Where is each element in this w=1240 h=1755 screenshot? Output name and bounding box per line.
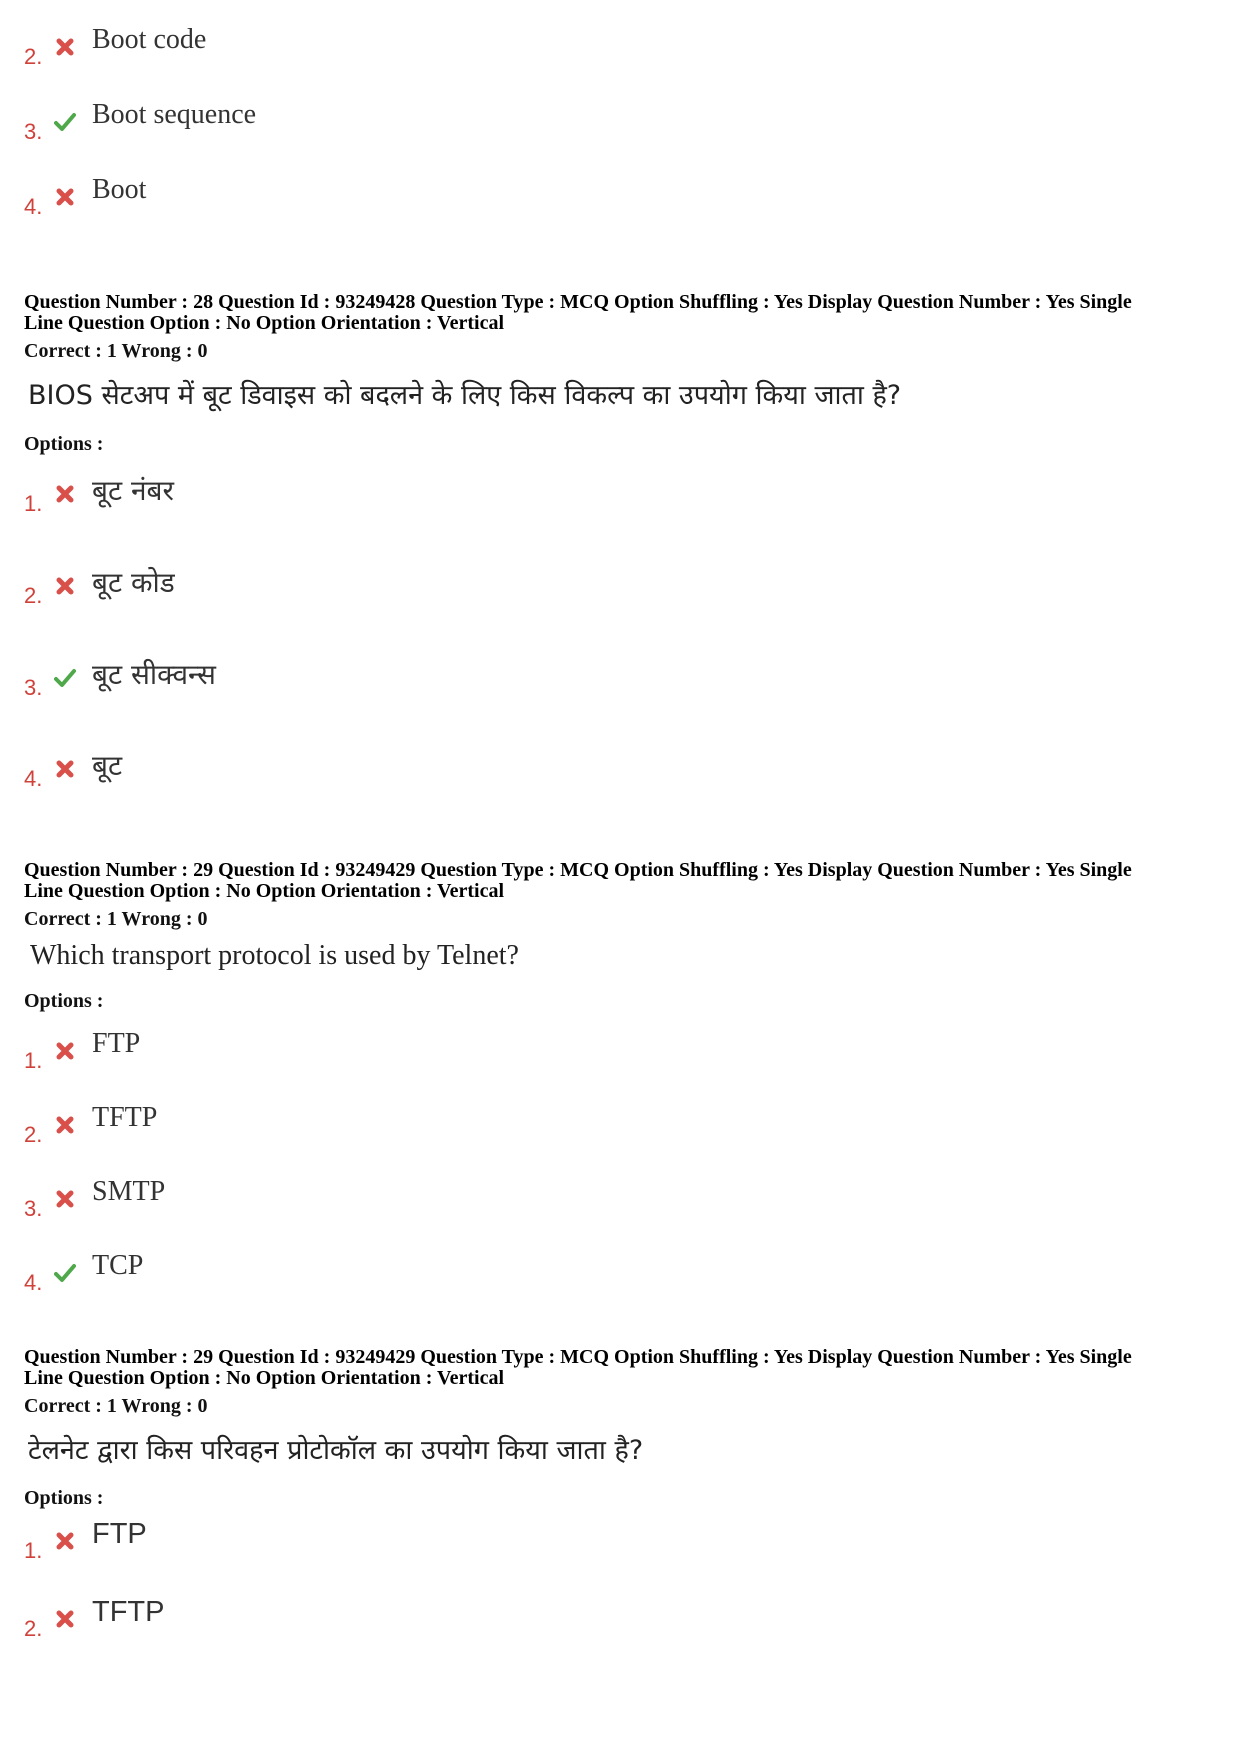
cross-icon bbox=[54, 758, 76, 780]
option-number: 4. bbox=[24, 1270, 43, 1295]
checkmark-icon bbox=[54, 1262, 76, 1284]
correct-wrong: Correct : 1 Wrong : 0 bbox=[24, 340, 208, 362]
option-number: 1. bbox=[24, 1048, 43, 1073]
cross-icon bbox=[54, 1040, 76, 1062]
option-number: 1. bbox=[24, 1538, 43, 1563]
option-number: 2. bbox=[24, 1122, 43, 1147]
cross-icon bbox=[54, 1530, 76, 1552]
option-text: TFTP bbox=[92, 1596, 165, 1628]
option-number: 4. bbox=[24, 194, 43, 219]
option-row bbox=[0, 1518, 1240, 1563]
option-text: Boot bbox=[92, 174, 147, 205]
option-row bbox=[0, 1596, 1240, 1641]
cross-icon bbox=[54, 1114, 76, 1136]
option-row bbox=[0, 750, 1240, 790]
option-row bbox=[0, 1250, 1240, 1295]
option-text: बूट सीक्वन्स bbox=[92, 658, 216, 691]
option-text: FTP bbox=[92, 1518, 147, 1550]
checkmark-icon bbox=[54, 667, 76, 689]
meta-line: Question Number : 29 Question Id : 93249429 Question Type : MCQ Option Shuffling : Yes Display Question Number : Yes Single bbox=[24, 859, 1132, 881]
option-row bbox=[0, 1102, 1240, 1147]
option-row bbox=[0, 174, 1240, 219]
option-text: TFTP bbox=[92, 1102, 158, 1133]
cross-icon bbox=[54, 1188, 76, 1210]
option-text: बूट bbox=[92, 749, 123, 782]
meta-line: Question Number : 28 Question Id : 93249428 Question Type : MCQ Option Shuffling : Yes Display Question Number : Yes Single bbox=[24, 291, 1132, 313]
cross-icon bbox=[54, 36, 76, 58]
option-row bbox=[0, 475, 1240, 515]
cross-icon bbox=[54, 1608, 76, 1630]
option-number: 2. bbox=[24, 583, 43, 608]
question-text: BIOS सेटअप में बूट डिवाइस को बदलने के लिए किस विकल्प का उपयोग किया जाता है? bbox=[28, 380, 902, 411]
meta-line: Line Question Option : No Option Orientation : Vertical bbox=[24, 1367, 505, 1389]
option-row bbox=[0, 567, 1240, 607]
option-text: बूट कोड bbox=[92, 566, 175, 599]
question-meta bbox=[24, 1347, 1220, 1389]
option-number: 2. bbox=[24, 44, 43, 69]
option-text: Boot sequence bbox=[92, 99, 257, 130]
meta-line: Question Number : 29 Question Id : 93249429 Question Type : MCQ Option Shuffling : Yes Display Question Number : Yes Single bbox=[24, 1346, 1132, 1368]
meta-line: Line Question Option : No Option Orientation : Vertical bbox=[24, 312, 505, 334]
option-row bbox=[0, 99, 1240, 144]
option-text: Boot code bbox=[92, 24, 207, 55]
question-text: Which transport protocol is used by Telnet? bbox=[30, 940, 519, 971]
option-number: 2. bbox=[24, 1616, 43, 1641]
option-text: बूट नंबर bbox=[92, 474, 174, 507]
question-meta bbox=[24, 292, 1220, 334]
checkmark-icon bbox=[54, 111, 76, 133]
option-row bbox=[0, 1176, 1240, 1221]
option-number: 3. bbox=[24, 1196, 43, 1221]
correct-wrong: Correct : 1 Wrong : 0 bbox=[24, 1395, 208, 1417]
cross-icon bbox=[54, 483, 76, 505]
cross-icon bbox=[54, 186, 76, 208]
option-text: FTP bbox=[92, 1028, 141, 1059]
option-text: TCP bbox=[92, 1250, 144, 1281]
option-number: 1. bbox=[24, 491, 43, 516]
option-number: 4. bbox=[24, 766, 43, 791]
cross-icon bbox=[54, 575, 76, 597]
meta-line: Line Question Option : No Option Orientation : Vertical bbox=[24, 880, 505, 902]
option-row bbox=[0, 659, 1240, 699]
option-row bbox=[0, 1028, 1240, 1073]
option-text: SMTP bbox=[92, 1176, 166, 1207]
question-text: टेलनेट द्वारा किस परिवहन प्रोटोकॉल का उपयोग किया जाता है? bbox=[28, 1435, 644, 1466]
options-label: Options : bbox=[24, 1487, 104, 1509]
question-meta bbox=[24, 860, 1220, 902]
option-number: 3. bbox=[24, 675, 43, 700]
correct-wrong: Correct : 1 Wrong : 0 bbox=[24, 908, 208, 930]
option-number: 3. bbox=[24, 119, 43, 144]
options-label: Options : bbox=[24, 433, 104, 455]
options-label: Options : bbox=[24, 990, 104, 1012]
option-row bbox=[0, 24, 1240, 69]
